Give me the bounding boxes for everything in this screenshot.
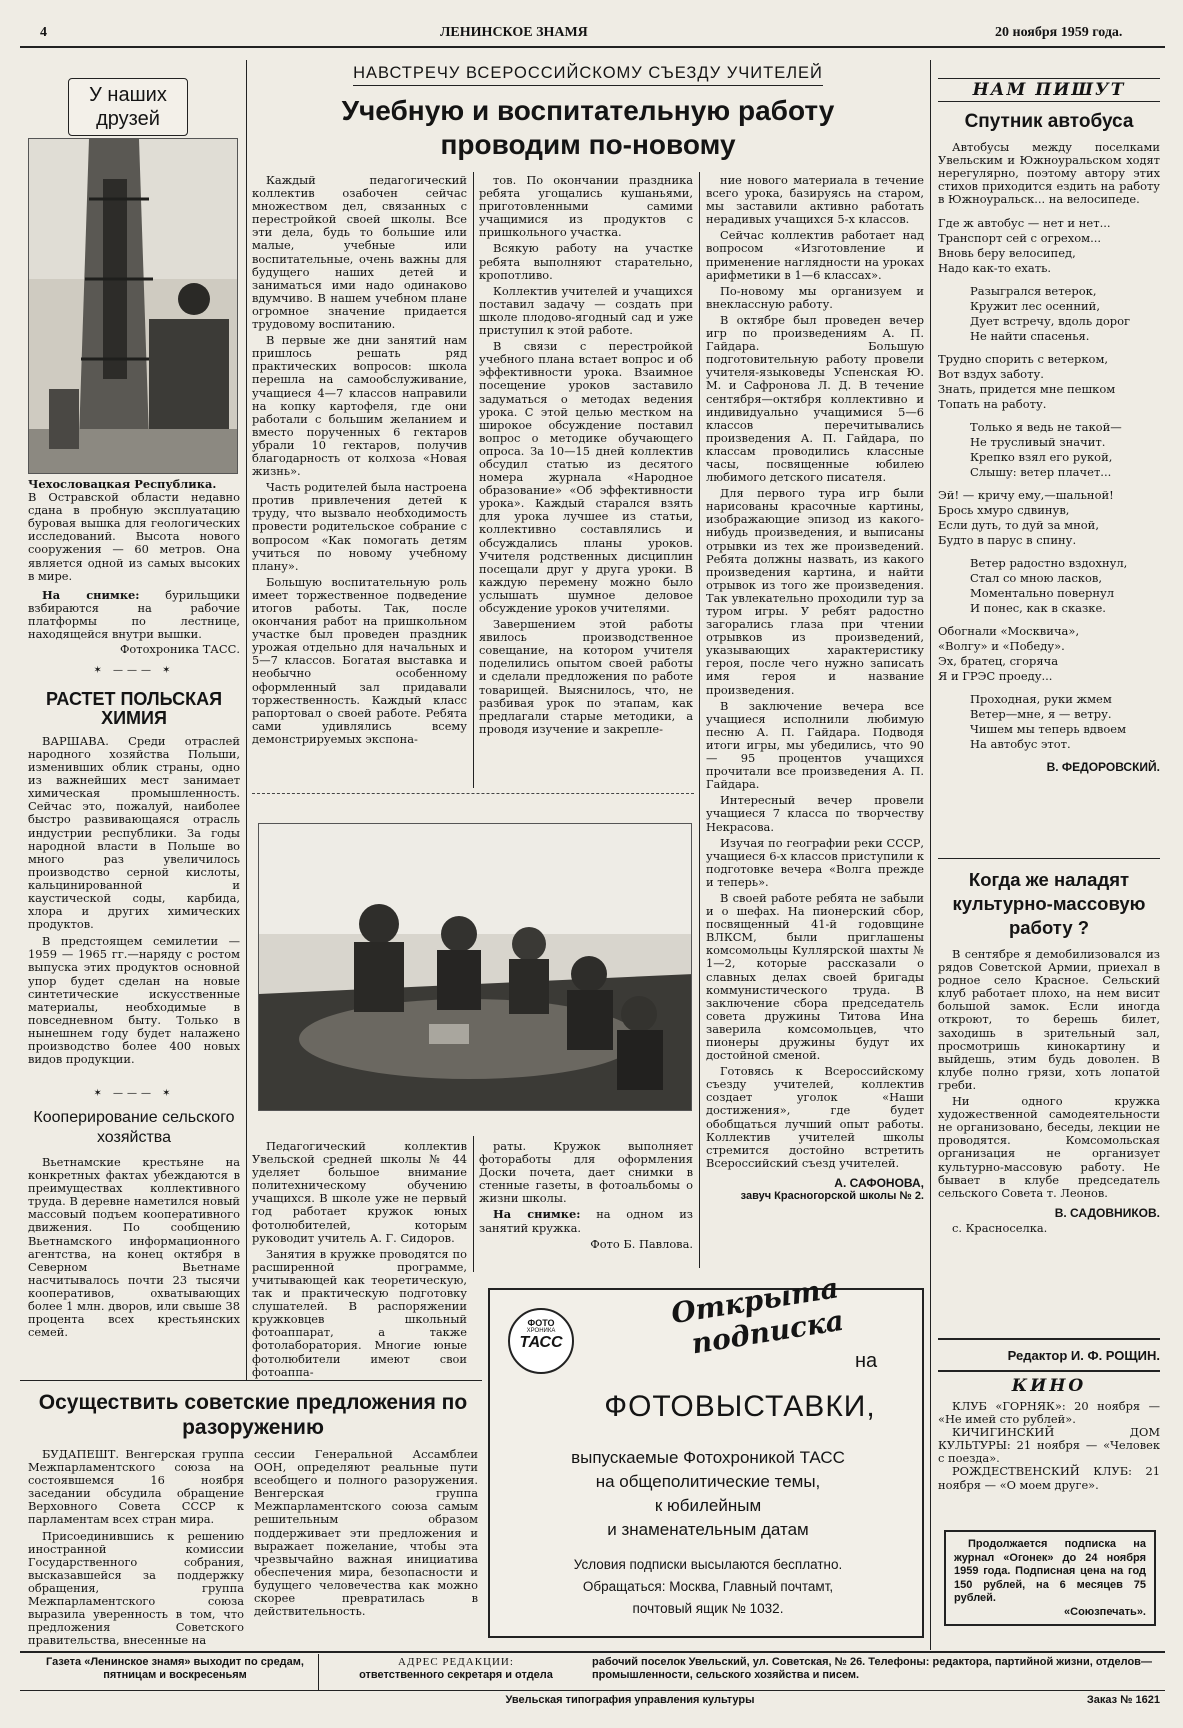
poem-stanza-7 — [938, 624, 1160, 684]
poem-line: Топать на работу. — [938, 396, 1047, 411]
ad-footer — [500, 1554, 916, 1620]
teachers-c3-p4: В октябре был проведен вечер игр по произведениям А. П. Гайдара. Большую подготовительную работу провели учителя-языковеды Успенская Ю. М. и Сафронова Л. Д. В течение сентября—октября коллективно и индивидуально учащимися 5—6 классов перечитывались произведения А. П. Гайдара, по классам проводились классные часы, посвященные юбилею любимого детского писателя. — [706, 312, 924, 485]
poem-line: Не трусливый значит. — [970, 434, 1106, 449]
rig-credit: Фотохроника ТАСС. — [119, 642, 240, 657]
chem-article — [28, 690, 240, 1066]
teachers-c3-p8: Изучая по географии реки СССР, учащиеся 6-х классов приступили к подготовке вечера «Волга прежде и теперь». — [706, 835, 924, 889]
poem-line: Дует встречу, вдоль дорог — [970, 313, 1131, 328]
teachers-c3-p9: В своей работе ребята не забыли и о шефах. На пионерский сбор, посвященный 41-й годовщине ВЛКСМ, были приглашены комсомольцы Куллярской шахты № 1—2, которые рассказали о славных делах своей бригады коммунистического труда. В заключение сбора председатель совета дружины Титова Ина заверила комсомольцев, что пионеры дружины будут их достойной сменой. — [706, 890, 924, 1063]
poem-line: Ветер радостно вздохнул, — [970, 555, 1128, 570]
photo2-note-text: на одном из занятий кружка. — [479, 1207, 694, 1235]
teachers-c2-p2: Всякую работу на участке ребята выполняют старательно, кропотливо. — [479, 241, 693, 282]
poem-line: Только я ведь не такой— — [970, 419, 1122, 434]
poem-line: Будто в парус в спину. — [938, 532, 1077, 547]
tass-subscription-ad — [488, 1271, 924, 1638]
running-head — [40, 22, 1145, 44]
ad-photo-exhibitions: ФОТОВЫСТАВКИ, — [604, 1390, 876, 1423]
bus-author: В. ФЕДОРОВСКИЙ. — [1046, 759, 1160, 774]
coop-paragraph: Вьетнамские крестьяне на конкретных фактах убеждаются в преимуществах коллективного труда. В деревне наметился новый массовый подъем кооперативного движения. По сообщению Вьетнамского информационного агентства, на конец октября в Северном Вьетнаме насчитывалось почти 23 тысячи кооперативов, охватывающих более 1 млн. дворов, или свыше 38 процента всех крестьянских семей. — [28, 1155, 240, 1340]
poem-stanza-8 — [938, 692, 1160, 752]
disarm-article — [28, 1390, 478, 1448]
right-rule-2 — [938, 1338, 1160, 1340]
club-p2: Ни одного кружка художественной самодеятельности не организовано, беседы, лекции не проводятся. Комсомольская организация не организует культурно-массовую работу. Не бывает в клубе председатель сельского Совета т. Леонов. — [938, 1094, 1160, 1200]
poem-stanza-6 — [938, 556, 1160, 616]
photo-circle-image — [259, 824, 692, 1111]
center-divider-1 — [473, 172, 474, 788]
poem-line: Трудно спорить с ветерком, — [938, 351, 1109, 366]
rig-caption-text: В Остравской области недавно сдана в пробную эксплуатацию буровая вышка для геологических исследований. Высота нового сооружения — 60 метров. Она является одной из самых высоких в мире. — [28, 490, 240, 583]
right-rule-1 — [938, 858, 1160, 859]
footer-address-text: рабочий поселок Увельский, ул. Советская, № 26. Телефоны: редактора, партийной жизни, отделов—промышленности, сельского хозяйства и писем. — [592, 1656, 1152, 1681]
poem-line: Обогнали «Москвича», — [938, 623, 1080, 638]
rig-note-label: На снимке: — [42, 587, 140, 602]
footer-divider — [318, 1654, 319, 1690]
poem-line: Кружит лес осенний, — [970, 298, 1100, 313]
footer-address-phones: ответственного секретаря и отдела — [359, 1669, 553, 1681]
poem-stanza-2 — [938, 284, 1160, 344]
cinema-item-3: РОЖДЕСТВЕНСКИЙ КЛУБ: 21 ноября — «О моем друге». — [938, 1464, 1160, 1492]
poem-stanza-1 — [938, 216, 1160, 276]
coop-title: Кооперирование сельского хозяйства — [33, 1109, 235, 1146]
ad-open-subscription: Открыта подписка — [668, 1271, 846, 1361]
teachers-c1-p4: Большую воспитательную роль имеет торжественное подведение итогов работы. Так, после окончания работ на пришкольном участке был проведен праздник урожая отдельно для начальных и 5—7 классов. Богатая выставка и необычно особенному оформленный зал придавали торжественность. Каждый класс рапортовал о своей работе. Ребята сами удивлялись всему демонстрируемых экспона- — [252, 574, 467, 746]
poem-stanza-4 — [938, 420, 1160, 480]
cinema-item-2: КИЧИГИНСКИЙ ДОМ КУЛЬТУРЫ: 21 ноября — «Человек с поезда». — [938, 1425, 1160, 1466]
photo2-note-label: На снимке: — [493, 1207, 581, 1222]
friends-heading: У наших друзей — [89, 84, 167, 130]
disarm-col-1 — [28, 1448, 244, 1647]
teachers-c3-p6: В заключение вечера все учащиеся исполнили любимую песню А. П. Гайдара. Подводя итоги игры, мы убедились, что 90 — 95 процентов учащихся прочитали все произведения А. П. Гайдара. — [706, 698, 924, 792]
photo2-text-col-1 — [252, 1140, 467, 1379]
chem-paragraph-2: В предстоящем семилетии — 1959 — 1965 гг.—наряду с ростом выпуска этих продуктов основной упор будет сделан на новые синтетические искусственные материалы, необходимые в повседневном быту. Только в нынешнем году будет налажено производство более 400 новых видов продукции. — [28, 934, 240, 1067]
teachers-c2-p1: тов. По окончании праздника ребята угощались кушаньями, приготовленными самими учащимися из продуктов с пришкольного участка. — [479, 173, 693, 240]
ad-body — [500, 1446, 916, 1542]
disarm-p2: Присоединившись к решению иностранной комиссии Государственного собрания, высказавшейся за поддержку обращения, группа Межпарламентского союза выразила уверенность в том, что предложения Советского правительства, внесенные на — [28, 1528, 244, 1648]
newspaper-name: ЛЕНИНСКОЕ ЗНАМЯ — [440, 25, 588, 40]
footer-address-label: АДРЕС РЕДАКЦИИ: — [398, 1656, 514, 1668]
ad-line-7: Условия подписки высылаются бесплатно. — [573, 1557, 843, 1572]
friends-heading-box — [68, 78, 188, 136]
poem-line: Разыгрался ветерок, — [970, 283, 1097, 298]
poem-line: Ветер—мне, я — ветру. — [970, 706, 1112, 721]
teachers-c3-p10: Готовясь к Всероссийскому съезду учителей, коллектив создает уголок «Наши достижения», где будет обобщаться лучший опыт работы. Коллектив учителей школы стремится достойно встретить Всероссийский съезд учителей. — [706, 1064, 924, 1170]
divider-stars-2: ✶ ——— ✶ — [93, 1088, 175, 1099]
bus-poem-article — [938, 112, 1160, 774]
disarm-p3: сессии Генеральной Ассамблеи ООН, определяют реальные пути всеобщего и полного разоружения. Венгерская группа Межпарламентского союза самым решительным образом поддерживает эти предложения и выражает пожелание, чтобы эта чрезвычайно важная инициатива обеспечения мира, безопасности и будущего человечества как можно скорее превратилась в действительность. — [254, 1447, 478, 1619]
tass-logo-top: ФОТО — [527, 1318, 555, 1328]
poem-line: Где ж автобус — нет и нет... — [938, 215, 1111, 230]
poem-line: И понес, как в сказке. — [970, 600, 1106, 615]
cinema-title: КИНО — [1011, 1376, 1087, 1396]
issue-date: 20 ноября 1959 года. — [995, 25, 1123, 40]
poem-line: Крепко взял его рукой, — [970, 449, 1113, 464]
cinema-item-1: КЛУБ «ГОРНЯК»: 20 ноября — «Не имей сто рублей». — [938, 1399, 1160, 1427]
poem-line: Эх, братец, сгоряча — [938, 653, 1059, 668]
club-author: В. САДОВНИКОВ. — [1054, 1205, 1160, 1220]
poem-line: Проходная, руки жмем — [970, 691, 1112, 706]
poem-line: Моментально повернул — [970, 585, 1115, 600]
letters-heading: НАМ ПИШУТ — [938, 78, 1160, 102]
footer-schedule: Газета «Ленинское знамя» выходит по средам, пятницам и воскресеньям — [46, 1656, 304, 1681]
poem-line: Если дуть, то дуй за мной, — [938, 517, 1099, 532]
disarm-col-2 — [254, 1448, 478, 1618]
ad-line-9: почтовый ящик № 1032. — [632, 1601, 784, 1616]
teachers-c3-p1: ние нового материала в течение всего урока, базируясь на старом, мы заставили активно работать нерадивых учащихся 5-х классов. — [706, 173, 924, 227]
ad-line-3: выпускаемые Фотохроникой ТАСС — [571, 1448, 845, 1467]
poem-line: Чишем мы теперь вдвоем — [970, 721, 1127, 736]
poem-line: Надо как-то ехать. — [938, 260, 1052, 275]
club-title: Когда же наладят культурно-массовую работу ? — [952, 869, 1146, 938]
teachers-c3-p2: Сейчас коллектив работает над вопросом «Изготовление и применение наглядности на уроках арифметики в 1—6 классах». — [706, 228, 924, 282]
chem-title: РАСТЕТ ПОЛЬСКАЯ ХИМИЯ — [45, 689, 223, 729]
disarm-p1: БУДАПЕШТ. Венгерская группа Межпарламентского союза на состоявшемся 16 ноября заседании обсудила обращение Верховного Совета СССР к парламентам всех стран мира. — [28, 1447, 244, 1527]
ogonyok-sign: «Союзпечать». — [1064, 1605, 1146, 1618]
page-number: 4 — [40, 25, 47, 40]
footer-order: Заказ № 1621 — [1086, 1694, 1160, 1706]
bus-intro: Автобусы между поселками Увельским и Южноуральском ходят нерегулярно, поэтому автору этих стихов приходится ездить на работу в Южноуральск... на велосипеде. — [938, 139, 1160, 206]
club-p1: В сентябре я демобилизовался из рядов Советской Армии, приехал в родное село Красное. Сельский клуб работает плохо, на нем висит большой замок. Если иногда откроют, то берешь билет, заходишь в зрительный зал, просмотришь кинокартину и выйдешь, этим будь доволен. В клубе полно грязи, хоть лопатой греби. — [938, 947, 1160, 1092]
photo2-p3: раты. Кружок выполняет фотоработы для оформления Доски почета, дает снимки в стенные газеты, в фотоальбомы о жизни школы. — [479, 1139, 693, 1206]
ogonyok-subscription-box — [944, 1530, 1156, 1626]
teachers-c1-p1: Каждый педагогический коллектив озабочен сейчас множеством дел, связанных с перестройкой своей школы. Все эти дела, будь то большие или малые, учебные или воспитательные, очень важны для будущего наших детей и заниматься ими надо одинаково вдумчиво. В нашем учебном плане огромное значение придается трудовому воспитанию. — [252, 173, 467, 332]
poem-stanza-5 — [938, 488, 1160, 548]
teachers-c1-p2: В первые же дни занятий нам пришлось решать ряд практических вопросов: школа перешла на самообслуживание, учащиеся 4—7 классов направили на копку картофеля, где они работали с большим желанием и вместо порученных 6 гектаров убрали 10 гектаров, получив благодарность от колхоза «Новая жизнь». — [252, 333, 467, 479]
bus-title: Спутник автобуса — [964, 111, 1134, 132]
poem-line: Не найти спасенья. — [970, 328, 1090, 343]
poem-line: На автобус этот. — [970, 736, 1071, 751]
photo2-credit: Фото Б. Павлова. — [590, 1236, 693, 1251]
poem-line: Я и ГРЭС проеду... — [938, 668, 1053, 683]
footer-bottom-rule — [20, 1690, 1165, 1691]
club-place: с. Красноселка. — [952, 1220, 1048, 1235]
ad-line-6: и знаменательным датам — [607, 1520, 809, 1539]
center-divider-2 — [699, 172, 700, 1268]
ad-line-8: Обращаться: Москва, Главный почтамт, — [582, 1579, 834, 1594]
footer-address-label-block — [326, 1656, 586, 1682]
photo2-p2: Занятия в кружке проводятся по расширенной программе, учитывающей как теоретическую, так и практическую подготовку слушателей. В распоряжении кружковцев школьный фотоаппарат, а также фотолаборатория. Многие юные фотолюбители имеют свои фотоаппа- — [252, 1246, 467, 1379]
cinema-listings — [938, 1376, 1160, 1492]
club-article — [938, 868, 1160, 1235]
disarm-title: Осуществить советские предложения по разоружению — [38, 1391, 468, 1439]
footer-printer: Увельская типография управления культуры — [505, 1694, 755, 1706]
teachers-article-header — [252, 60, 924, 162]
column-divider-left — [246, 60, 247, 1380]
disarm-top-rule — [20, 1380, 482, 1381]
poem-line: Эй! — кричу ему,—шальной! — [938, 487, 1114, 502]
poem-stanza-3 — [938, 352, 1160, 412]
photo2-p1: Педагогический коллектив Увельской средней школы № 44 уделяет большое внимание политехническому обучению учащихся. В школе уже не первый год работает кружок юных фотолюбителей, которым руководит учитель А. Г. Сидоров. — [252, 1139, 467, 1245]
poem-line: «Волгу» и «Победу». — [938, 638, 1065, 653]
teachers-author: А. САФОНОВА, — [834, 1175, 924, 1190]
teachers-c3-p3: По-новому мы организуем и внеклассную работу. — [706, 283, 924, 311]
teachers-col-2 — [479, 174, 693, 736]
teachers-c1-p3: Часть родителей была настроена против привлечения детей к труду, что вызвало необходимость провести родительское собрание с вопросом «Как помогать детям учиться по новому учебному плану». — [252, 480, 467, 573]
ad-na: на — [855, 1350, 878, 1372]
ogonyok-text: Продолжается подписка на журнал «Огонек» до 24 ноября 1959 года. Подписная цена на год 150 рублей, на 6 месяцев 75 рублей. — [954, 1538, 1146, 1604]
poem-line: Вновь беру велосипед, — [938, 245, 1076, 260]
teachers-c3-p7: Интересный вечер провели учащиеся 7 класса по творчеству Некрасова. — [706, 793, 924, 834]
poem-line: Знать, придется мне пешком — [938, 381, 1116, 396]
drilling-rig-photo — [28, 138, 238, 474]
main-headline: Учебную и воспитательную работу проводим по-новому — [341, 95, 835, 160]
divider-stars: ✶ ——— ✶ — [93, 665, 175, 676]
center-divider-3 — [473, 1136, 474, 1272]
chem-paragraph-1: ВАРШАВА. Среди отраслей народного хозяйства Польши, изменивших облик страны, одно из важнейших мест занимает химическая промышленность. Сейчас это, пожалуй, наиболее быстро развивающаяся отрасль индустрии республики. За годы народной власти в Польше во много раз увеличилось производство серной кислоты, кальцинированной и каустической соды, карбида, хлора и других химических продуктов. — [28, 733, 240, 932]
photo-circle-photo — [258, 823, 692, 1111]
poem-line: Стал со мною ласков, — [970, 570, 1103, 585]
teachers-c2-p3: Коллектив учителей и учащихся поставил задачу — создать при школе плодово-ягодный сад и уже приступил к этой работе. — [479, 283, 693, 338]
top-rule — [20, 46, 1165, 48]
kicker: НАВСТРЕЧУ ВСЕРОССИЙСКОМУ СЪЕЗДУ УЧИТЕЛЕЙ — [353, 60, 823, 86]
editor-line: Редактор И. Ф. РОЩИН. — [1007, 1348, 1160, 1363]
bus-poem — [938, 216, 1160, 752]
rig-caption — [28, 478, 240, 656]
photo2-text-col-2 — [479, 1140, 693, 1251]
rig-note-text: бурильщики взбираются на рабочие платформы по лестнице, находящейся внутри вышки. — [28, 587, 240, 642]
teachers-c2-p5: Завершением этой работы явилось производственное совещание, на котором учителя поделились опытом своей работы и сделали предложения по работе товарищей. Выяснилось, что, не разбивая урок по этапам, как предлагали старые методики, а проводя изучение и закрепле- — [479, 617, 693, 736]
right-rule-3 — [938, 1370, 1160, 1372]
poem-line: Вот вздух заботу. — [938, 366, 1044, 381]
coop-article — [28, 1108, 240, 1339]
poem-line: Транспорт сей с огрехом... — [938, 230, 1102, 245]
tass-logo-mid: ХРОНИКА — [526, 1328, 556, 1334]
poem-line: Брось хмуро сдвинув, — [938, 502, 1070, 517]
rig-caption-title: Чехословацкая Республика. — [28, 477, 217, 491]
photo2-top-rule — [252, 793, 694, 794]
teachers-c2-p4: В связи с перестройкой учебного плана встает вопрос и об эффективности урока. Взаимное посещение уроков заставило задуматься о методах ведения урока. С этой целью местком на широкое обсуждение поставил вопрос о методике обучающего опроса. За 10—15 дней коллектив обсудил статью из десятого номера журнала «Народное образование» «Об эффективности урока». Каждый старался взять для урока лучшее из статьи, коллективно составлялись и обсуждались планы уроков. Учителя родственных дисциплин посещали друг у друга уроки. В каждую перемену можно было услышать шумное деловое обсуждение уроков учителями. — [479, 339, 693, 615]
drilling-rig-image — [29, 139, 238, 474]
teachers-col-1 — [252, 174, 467, 746]
poem-line: Слышу: ветер плачет... — [970, 464, 1112, 479]
footer-top-rule — [20, 1651, 1165, 1653]
teachers-author-role: завуч Красногорской школы № 2. — [740, 1189, 924, 1202]
ad-line-4: на общеполитические темы, — [595, 1472, 821, 1491]
ad-line-5: к юбилейным — [654, 1496, 762, 1515]
tass-logo-main: ТАСС — [519, 1334, 563, 1351]
teachers-col-3 — [706, 174, 924, 1202]
teachers-c3-p5: Для первого тура игр были нарисованы красочные картины, изображающие эпизод из какого-нибудь произведения, и выписаны отрывки из тех же произведений. Ребята должны назвать, из какого произведения картина, и найти отрывок из того же произведения. Так увлекательно проходили тур за туром игры. У ребят радостно загорались глаза при чтении отрывков из произведений, указывающих характеристику героя, после чего нужно записать имя героя и название произведения. — [706, 486, 924, 697]
column-divider-right — [930, 60, 931, 1650]
